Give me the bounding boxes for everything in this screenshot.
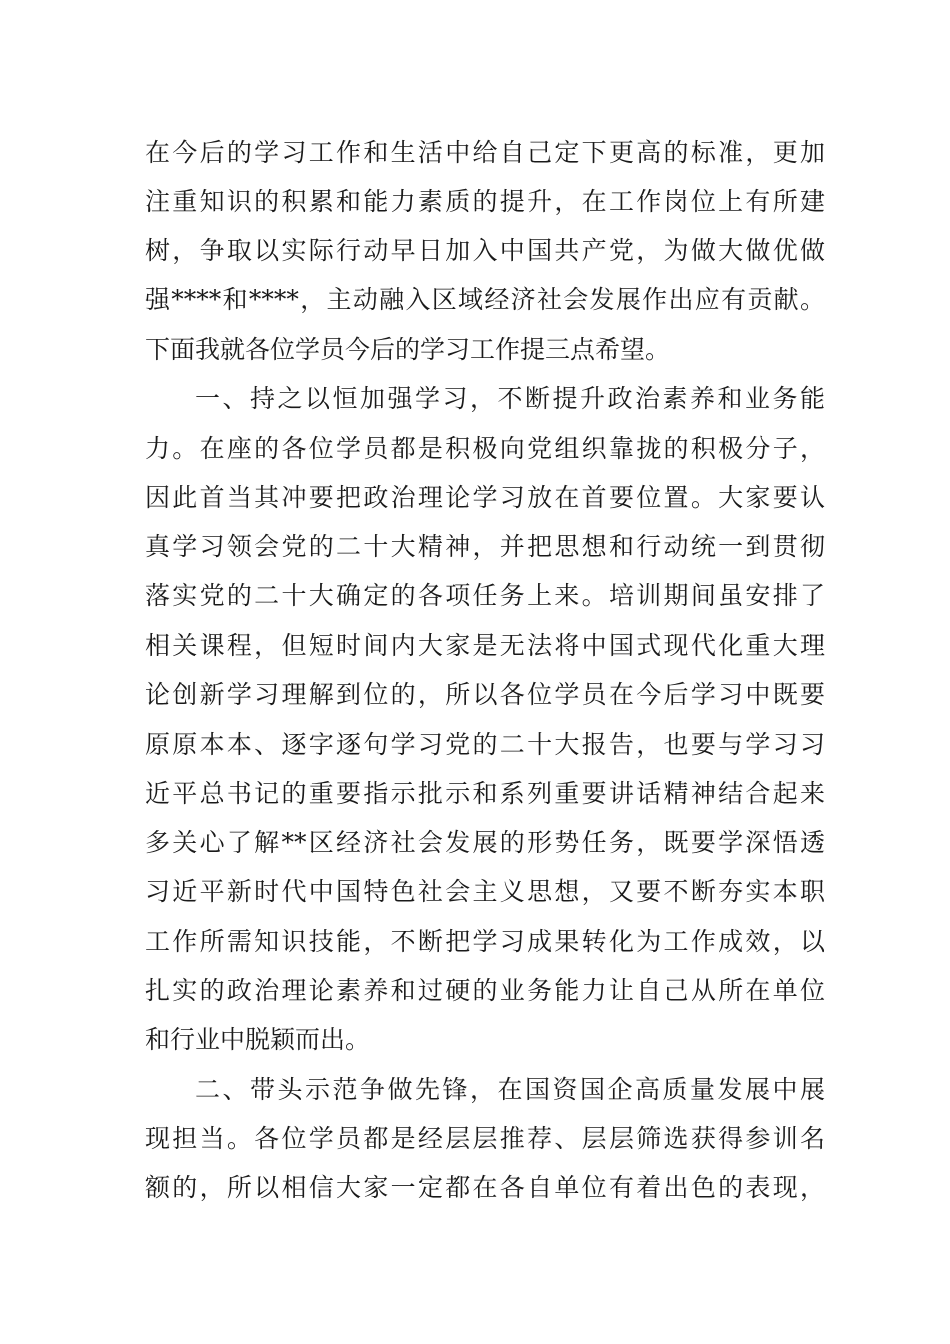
paragraph-line: 和行业中脱颖而出。 bbox=[145, 1025, 371, 1054]
point-two-heading-line: 二、带头示范争做先锋，在国资国企高质量发展中展 bbox=[195, 1075, 825, 1104]
point-one-heading-line: 一、持之以恒加强学习，不断提升政治素养和业务能 bbox=[195, 384, 825, 413]
paragraph-line: 近平总书记的重要指示批示和系列重要讲话精神结合起来 bbox=[145, 779, 825, 808]
paragraph-line: 在今后的学习工作和生活中给自己定下更高的标准，更加 bbox=[145, 138, 825, 167]
paragraph-line: 树，争取以实际行动早日加入中国共产党，为做大做优做 bbox=[145, 236, 825, 265]
paragraph-line: 相关课程，但短时间内大家是无法将中国式现代化重大理 bbox=[145, 631, 825, 660]
paragraph-line: 扎实的政治理论素养和过硬的业务能力让自己从所在单位 bbox=[145, 976, 825, 1005]
paragraph-line: 原原本本、逐字逐句学习党的二十大报告，也要与学习习 bbox=[145, 730, 825, 759]
paragraph-line: 落实党的二十大确定的各项任务上来。培训期间虽安排了 bbox=[145, 581, 825, 610]
paragraph-line: 注重知识的积累和能力素质的提升，在工作岗位上有所建 bbox=[145, 187, 825, 216]
paragraph-line: 习近平新时代中国特色社会主义思想，又要不断夯实本职 bbox=[145, 877, 825, 906]
paragraph-line: 多关心了解**区经济社会发展的形势任务，既要学深悟透 bbox=[145, 828, 825, 857]
paragraph-line: 工作所需知识技能，不断把学习成果转化为工作成效，以 bbox=[145, 927, 825, 956]
paragraph-line: 现担当。各位学员都是经层层推荐、层层筛选获得参训名 bbox=[145, 1124, 825, 1153]
paragraph-line: 下面我就各位学员今后的学习工作提三点希望。 bbox=[145, 335, 671, 364]
paragraph-line: 因此首当其冲要把政治理论学习放在首要位置。大家要认 bbox=[145, 483, 825, 512]
paragraph-line: 论创新学习理解到位的，所以各位学员在今后学习中既要 bbox=[145, 680, 825, 709]
paragraph-line: 真学习领会党的二十大精神，并把思想和行动统一到贯彻 bbox=[145, 532, 825, 561]
paragraph-line: 力。在座的各位学员都是积极向党组织靠拢的积极分子， bbox=[145, 434, 825, 463]
paragraph-line: 强****和****，主动融入区域经济社会发展作出应有贡献。 bbox=[145, 285, 825, 314]
paragraph-line: 额的，所以相信大家一定都在各自单位有着出色的表现， bbox=[145, 1173, 825, 1202]
